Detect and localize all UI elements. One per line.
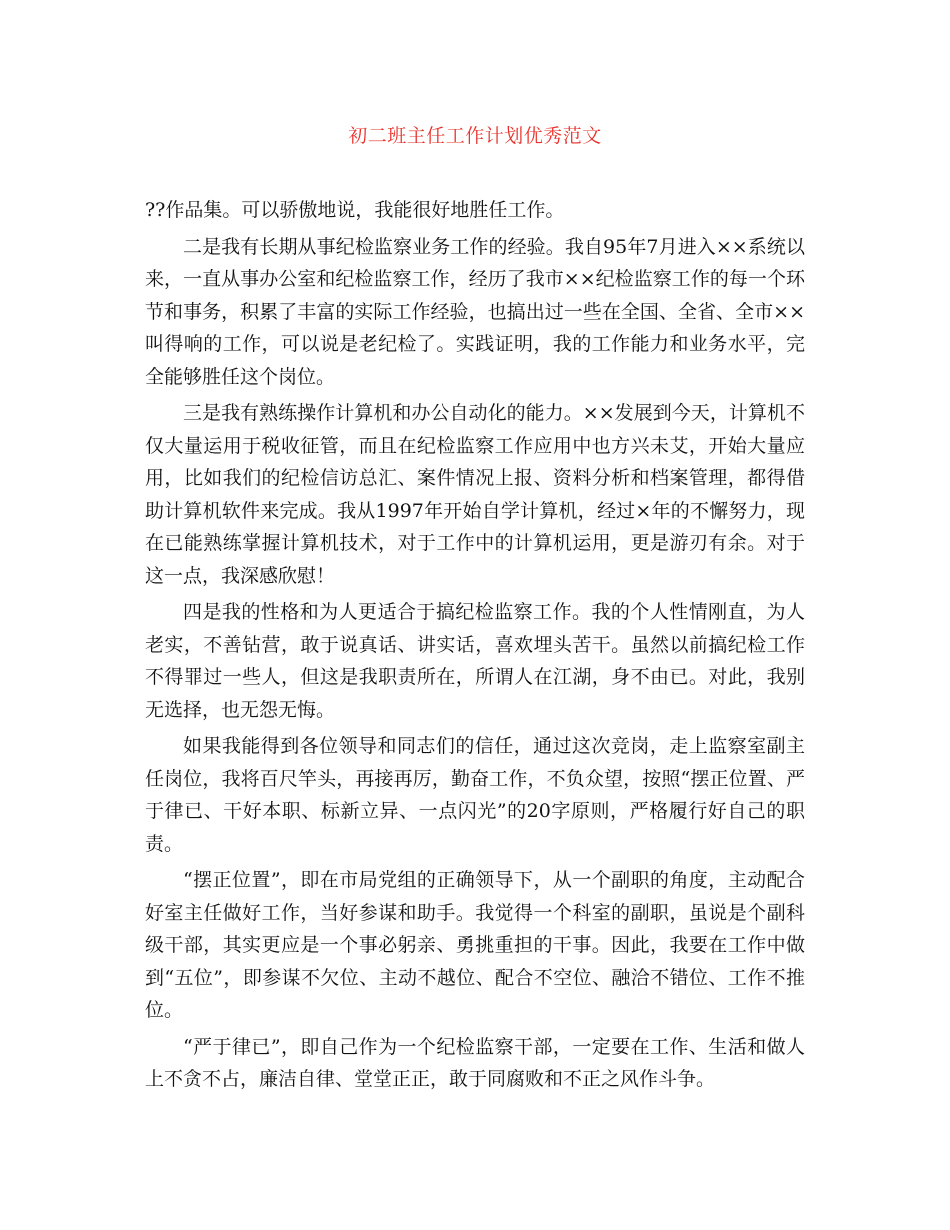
paragraph-5: 如果我能得到各位领导和同志们的信任，通过这次竞岗，走上监察室副主任岗位，我将百尺竿头，再接再厉，勤奋工作，不负众望，按照“摆正位置、严于律已、干好本职、标新立异、一点闪光”的20字原则，严格履行好自己的职责。	[145, 735, 805, 855]
document-body	[145, 194, 805, 1100]
paragraph-1: ??作品集。可以骄傲地说，我能很好地胜任工作。	[145, 199, 565, 221]
paragraph-3: 三是我有熟练操作计算机和办公自动化的能力。××发展到今天，计算机不仅大量运用于税收征管，而且在纪检监察工作应用中也方兴未艾，开始大量应用，比如我们的纪检信访总汇、案件情况上报、资料分析和档案管理，都得借助计算机软件来完成。我从1997年开始自学计算机，经过×年的不懈努力，现在已能熟练掌握计算机技术，对于工作中的计算机运用，更是游刃有余。对于这一点，我深感欣慰！	[145, 402, 805, 587]
paragraph-6: “摆正位置”，即在市局党组的正确领导下，从一个副职的角度，主动配合好室主任做好工作，当好参谋和助手。我觉得一个科室的副职，虽说是个副科级干部，其实更应是一个事必躬亲、勇挑重担的干事。因此，我要在工作中做到“五位”，即参谋不欠位、主动不越位、配合不空位、融洽不错位、工作不推位。	[145, 869, 805, 1021]
document-title: 初二班主任工作计划优秀范文	[348, 125, 602, 147]
paragraph-7: “严于律已”，即自己作为一个纪检监察干部，一定要在工作、生活和做人上不贪不占，廉洁自律、堂堂正正，敢于同腐败和不正之风作斗争。	[145, 1035, 805, 1090]
paragraph-2: 二是我有长期从事纪检监察业务工作的经验。我自95年7月进入××系统以来，一直从事办公室和纪检监察工作，经历了我市××纪检监察工作的每一个环节和事务，积累了丰富的实际工作经验，也搞出过一些在全国、全省、全市××叫得响的工作，可以说是老纪检了。实践证明，我的工作能力和业务水平，完全能够胜任这个岗位。	[145, 235, 805, 388]
paragraph-4: 四是我的性格和为人更适合于搞纪检监察工作。我的个人性情刚直，为人老实，不善钻营，敢于说真话、讲实话，喜欢埋头苦干。虽然以前搞纪检工作不得罪过一些人，但这是我职责所在，所谓人在江湖，身不由已。对此，我别无选择，也无怨无悔。	[145, 601, 805, 721]
